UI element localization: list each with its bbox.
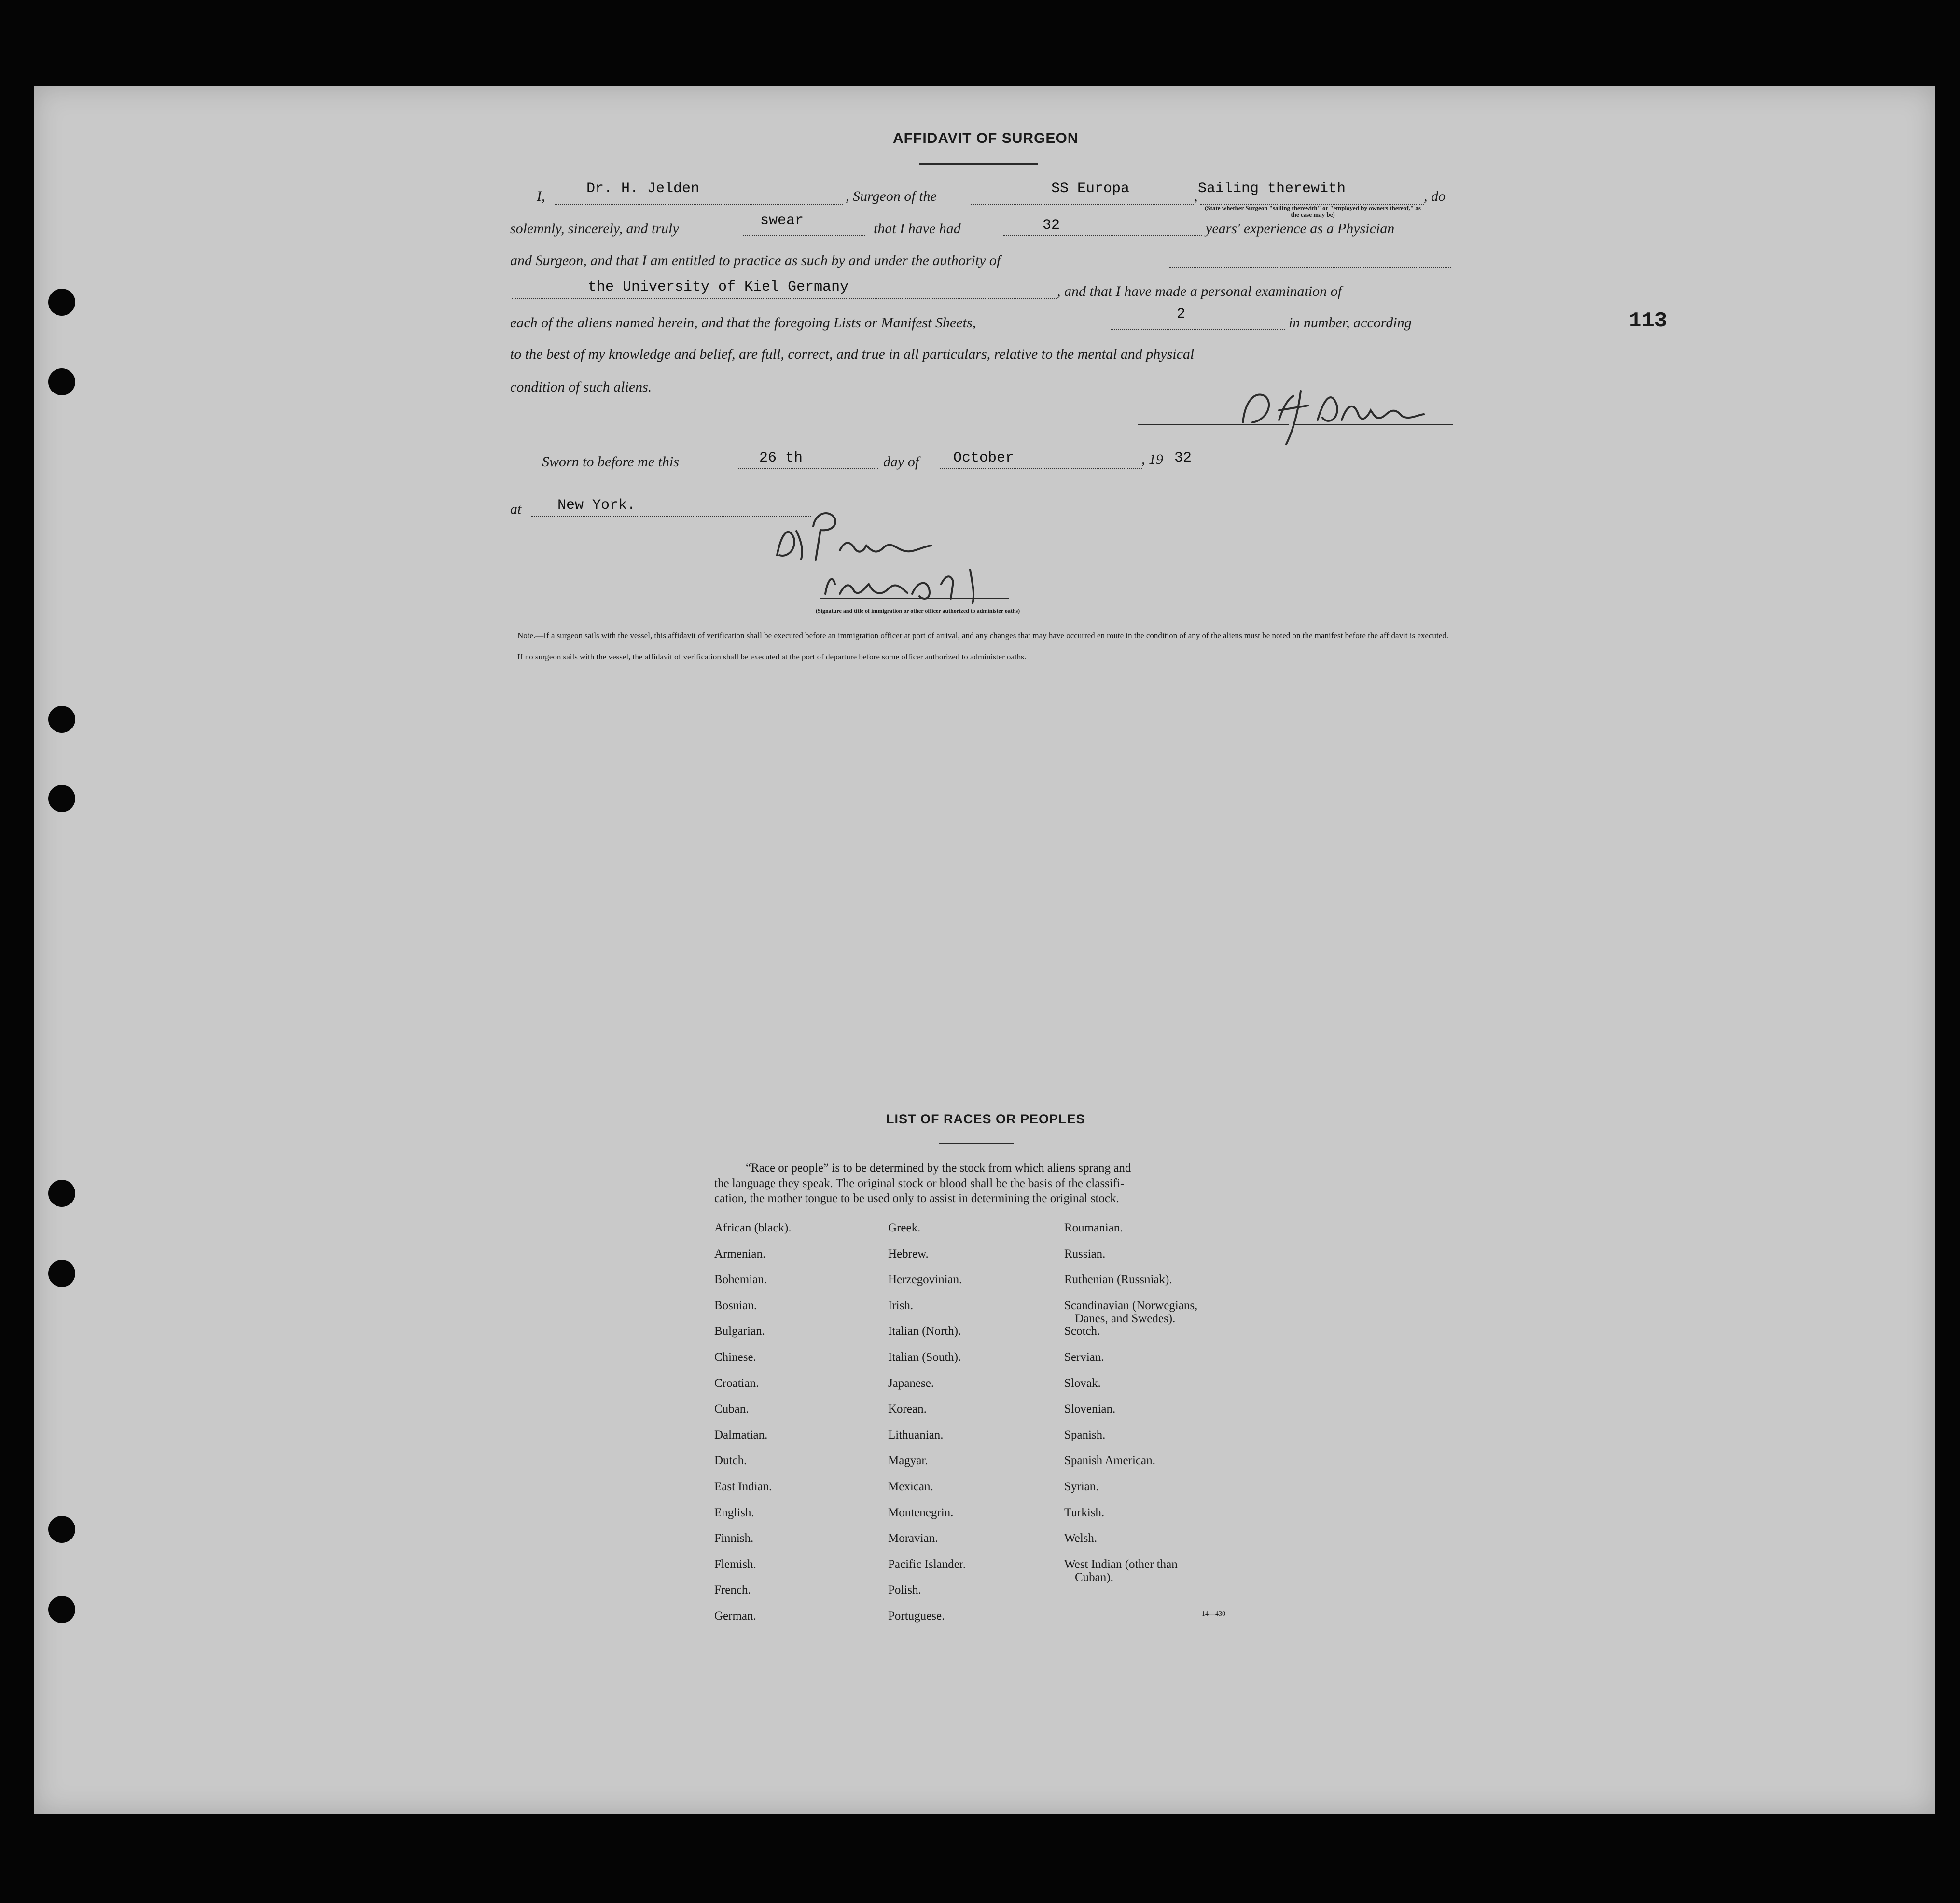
binder-hole	[48, 1180, 75, 1207]
race-item: Turkish.	[1064, 1506, 1105, 1519]
officer-caption: (Signature and title of immigration or other officer authorized to administer oaths)	[816, 607, 1020, 614]
year-prefix: , 19	[1141, 451, 1163, 467]
surgeon-status: Sailing therewith	[1198, 181, 1346, 197]
race-item: Cuban).	[1075, 1570, 1113, 1584]
oath-line	[743, 235, 865, 236]
surgeon-signature	[1134, 377, 1462, 449]
race-item: Slovak.	[1064, 1376, 1101, 1390]
binder-hole	[48, 289, 75, 316]
race-item: French.	[714, 1583, 751, 1597]
solemnly-label: solemnly, sincerely, and truly	[510, 221, 679, 237]
race-item: Syrian.	[1064, 1480, 1099, 1493]
race-item: Herzegovinian.	[888, 1273, 962, 1287]
i-prefix: I,	[537, 188, 545, 204]
binder-hole	[48, 1516, 75, 1543]
race-item: Scotch.	[1064, 1325, 1100, 1338]
race-item: Finnish.	[714, 1532, 754, 1545]
authority-line-1	[1169, 267, 1451, 268]
affidavit-note-2: If no surgeon sails with the vessel, the affidavit of verification shall be executed at the port of departure before some officer authorized to administer oaths.	[517, 652, 1027, 661]
race-item: Portuguese.	[888, 1609, 945, 1623]
race-item: Dutch.	[714, 1454, 747, 1468]
that-i-have-had-label: that I have had	[874, 221, 961, 237]
race-item: Moravian.	[888, 1532, 938, 1545]
race-item: Servian.	[1064, 1351, 1104, 1364]
race-item: Greek.	[888, 1221, 921, 1234]
manifest-sheet	[34, 86, 1935, 1814]
race-item: Spanish American.	[1064, 1454, 1155, 1468]
race-item: Italian (South).	[888, 1351, 961, 1364]
surgeon-of-the-label: , Surgeon of the	[846, 188, 937, 204]
sheets-value: 2	[1177, 306, 1186, 322]
vessel-name: SS Europa	[1051, 181, 1130, 197]
race-item: Korean.	[888, 1402, 927, 1416]
do-label: , do	[1424, 188, 1446, 204]
sworn-month: October	[953, 450, 1015, 466]
race-item: Chinese.	[714, 1351, 756, 1364]
race-item: African (black).	[714, 1221, 792, 1234]
race-item: Bohemian.	[714, 1273, 767, 1287]
race-item: Pacific Islander.	[888, 1557, 966, 1571]
race-item: Italian (North).	[888, 1325, 961, 1338]
at-label: at	[510, 501, 522, 517]
authority-line-2	[512, 298, 1057, 299]
vessel-line	[971, 204, 1194, 205]
authority-value: the University of Kiel Germany	[588, 279, 849, 295]
condition-label: condition of such aliens.	[510, 379, 652, 395]
race-item: Ruthenian (Russniak).	[1064, 1273, 1172, 1287]
binder-hole	[48, 368, 75, 395]
race-item: Hebrew.	[888, 1247, 929, 1260]
surgeon-name: Dr. H. Jelden	[586, 181, 700, 197]
affidavit-note-1: Note.—If a surgeon sails with the vessel, this affidavit of verification shall be executed before an immigration officer at port of arrival, and any changes that may have occurred en route in the condition of any of the aliens must be noted on the manifest before the affidavit is executed.	[517, 631, 1449, 640]
binder-hole	[48, 706, 75, 733]
race-item: Cuban.	[714, 1402, 749, 1416]
years-experience-label: years' experience as a Physician	[1206, 221, 1395, 237]
race-item: Mexican.	[888, 1480, 933, 1493]
name-line	[555, 204, 843, 205]
race-item: Polish.	[888, 1583, 921, 1597]
race-item: Welsh.	[1064, 1532, 1098, 1545]
race-item: East Indian.	[714, 1480, 772, 1493]
race-item: Roumanian.	[1064, 1221, 1123, 1234]
title-rule	[919, 163, 1038, 165]
races-title: LIST OF RACES OR PEOPLES	[886, 1112, 1085, 1126]
officer-signature	[767, 502, 1105, 618]
races-intro-1: “Race or people” is to be determined by the stock from which aliens sprang and	[746, 1161, 1131, 1175]
affidavit-title: AFFIDAVIT OF SURGEON	[893, 130, 1079, 146]
binder-hole	[48, 1596, 75, 1623]
race-item: Russian.	[1064, 1247, 1106, 1260]
race-item: Danes, and Swedes).	[1075, 1312, 1176, 1325]
comma: ,	[1194, 188, 1198, 204]
sheets-line	[1111, 329, 1285, 330]
years-line	[1003, 235, 1202, 236]
sworn-place: New York.	[557, 497, 636, 514]
race-item: Bosnian.	[714, 1299, 757, 1312]
race-item: Bulgarian.	[714, 1325, 765, 1338]
race-item: Lithuanian.	[888, 1428, 944, 1441]
each-alien-label: each of the aliens named herein, and that the foregoing Lists or Manifest Sheets,	[510, 315, 976, 331]
sworn-day: 26 th	[759, 450, 803, 466]
binder-hole	[48, 785, 75, 812]
day-line	[738, 468, 878, 469]
race-item: Dalmatian.	[714, 1428, 768, 1441]
races-title-rule	[939, 1143, 1014, 1144]
race-item: Japanese.	[888, 1376, 934, 1390]
page-number: 113	[1629, 309, 1668, 333]
race-item: Irish.	[888, 1299, 914, 1312]
form-number: 14—430	[1202, 1610, 1225, 1618]
best-of-label: to the best of my knowledge and belief, are full, correct, and true in all particulars, relative to the mental and physical	[510, 346, 1195, 362]
race-item: Spanish.	[1064, 1428, 1106, 1441]
in-number-label: in number, according	[1289, 315, 1412, 331]
race-item: Croatian.	[714, 1376, 759, 1390]
race-item: Armenian.	[714, 1247, 766, 1260]
race-item: West Indian (other than	[1064, 1557, 1178, 1571]
sworn-year: 32	[1174, 450, 1192, 466]
race-item: English.	[714, 1506, 754, 1519]
binder-hole	[48, 1260, 75, 1287]
race-item: Slovenian.	[1064, 1402, 1116, 1416]
race-item: Scandinavian (Norwegians,	[1064, 1299, 1198, 1312]
day-of-label: day of	[883, 454, 919, 470]
sworn-label: Sworn to before me this	[542, 454, 679, 470]
status-note: (State whether Surgeon "sailing therewith" or "employed by owners thereof," as the case may be)	[1205, 204, 1421, 218]
races-intro-3: cation, the mother tongue to be used only to assist in determining the original stock.	[714, 1192, 1119, 1205]
years-experience-value: 32	[1043, 217, 1060, 234]
race-item: Flemish.	[714, 1557, 756, 1571]
and-surgeon-label: and Surgeon, and that I am entitled to practice as such by and under the authority of	[510, 252, 1001, 268]
race-item: Montenegrin.	[888, 1506, 954, 1519]
oath-type: swear	[760, 212, 804, 229]
personal-exam-label: , and that I have made a personal examination of	[1057, 283, 1342, 299]
race-item: German.	[714, 1609, 756, 1623]
race-item: Magyar.	[888, 1454, 928, 1468]
month-line	[940, 468, 1142, 469]
races-intro-2: the language they speak. The original stock or blood shall be the basis of the classifi-	[714, 1177, 1125, 1190]
